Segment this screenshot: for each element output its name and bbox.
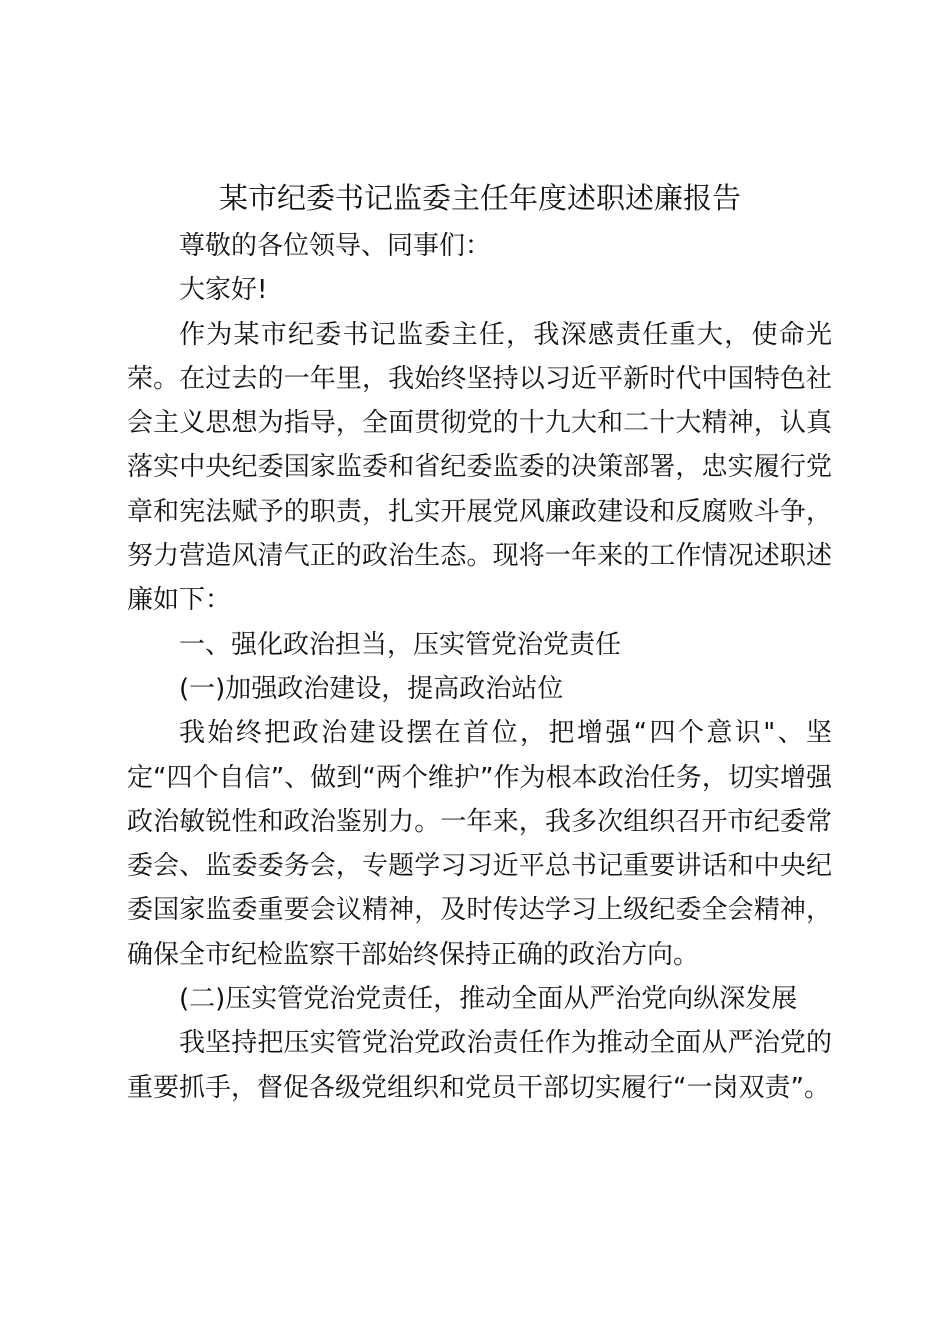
document-title: 某市纪委书记监委主任年度述职述廉报告 [218,181,741,215]
intro-paragraph: 作为某市纪委书记监委主任，我深感责任重大，使命光荣。在过去的一年里，我始终坚持以习近平新时代中国特色社会主义思想为指导，全面贯彻党的十九大和二十大精神，认真落实中央纪委国家监委和省纪委监委的决策部署，忠实履行党章和宪法赋予的职责，扎实开展党风廉政建设和反腐败斗争，努力营造风清气正的政治生态。现将一年来的工作情况述职述廉如下： [127,319,832,616]
subsection-heading-2: (二)压实管党治党责任，推动全面从严治党向纵深发展 [179,984,798,1015]
greeting: 大家好! [179,275,268,306]
subsection-paragraph-1: 我始终把政治建设摆在首位，把增强“四个意识"、坚定“四个自信”、做到“两个维护”作为根本政治任务，切实增强政治敏锐性和政治鉴别力。一年来，我多次组织召开市纪委常委会、监委委务会，专题学习习近平总书记重要讲话和中央纪委国家监委重要会议精神，及时传达学习上级纪委全会精神，确保全市纪检监察干部始终保持正确的政治方向。 [127,718,832,970]
section-heading-1: 一、强化政治担当，压实管党治党责任 [179,629,622,660]
subsection-heading-1: (一)加强政治建设，提高政治站位 [179,673,564,704]
document-body [127,224,832,1110]
subsection-paragraph-2: 我坚持把压实管党治党政治责任作为推动全面从严治党的重要抓手，督促各级党组织和党员干部切实履行“一岗双责”。 [127,1028,832,1103]
salutation: 尊敬的各位领导、同事们： [179,231,492,261]
